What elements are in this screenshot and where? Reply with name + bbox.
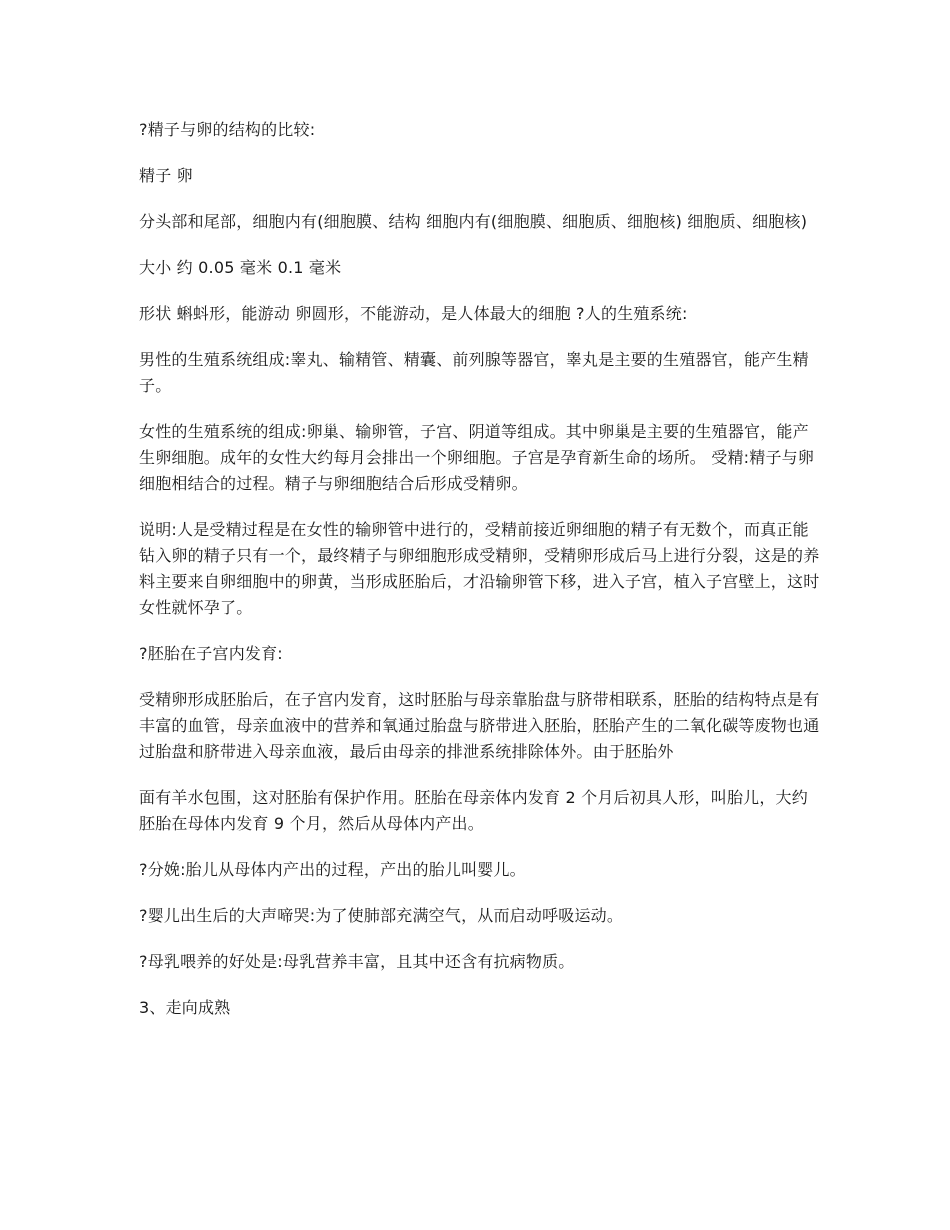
female-reproductive-system: 女性的生殖系统的组成:卵巢、输卵管，子宫、阴道等组成。其中卵巢是主要的生殖器官，能产生卵细胞。成年的女性大约每月会排出一个卵细胞。子宫是孕育新生命的场所。 受精:精子与卵细胞相结合的过程。精子与卵细胞结合后形成受精卵。 xyxy=(139,422,815,493)
section-heading-maturity: 3、走向成熟 xyxy=(139,998,231,1017)
infant-crying-text: ?婴儿出生后的大声啼哭:为了使肺部充满空气，从而启动呼吸运动。 xyxy=(139,906,624,925)
document-body xyxy=(139,117,821,1041)
amniotic-fluid-text: 面有羊水包围，这对胚胎有保护作用。胚胎在母亲体内发育 2 个月后初具人形，叫胎儿，大约胚胎在母体内发育 9 个月，然后从母体内产出。 xyxy=(139,788,808,833)
heading-embryo-development: ?胚胎在子宫内发育: xyxy=(139,644,283,663)
childbirth-definition: ?分娩:胎儿从母体内产出的过程，产出的胎儿叫婴儿。 xyxy=(139,860,526,879)
table-header-row: 精子 卵 xyxy=(139,166,193,185)
male-reproductive-system: 男性的生殖系统组成:睾丸、输精管、精囊、前列腺等器官，睾丸是主要的生殖器官，能产生精子。 xyxy=(139,350,809,395)
heading-sperm-egg-comparison: ?精子与卵的结构的比较: xyxy=(139,120,316,139)
embryo-development-text: 受精卵形成胚胎后，在子宫内发育，这时胚胎与母亲靠胎盘与脐带相联系，胚胎的结构特点是有丰富的血管，母亲血液中的营养和氧通过胎盘与脐带进入胚胎，胚胎产生的二氧化碳等废物也通过胎盘和脐带进入母亲血液，最后由母亲的排泄系统排除体外。由于胚胎外 xyxy=(139,690,820,761)
fertilization-explanation: 说明:人是受精过程是在女性的输卵管中进行的，受精前接近卵细胞的精子有无数个，而真正能钻入卵的精子只有一个，最终精子与卵细胞形成受精卵，受精卵形成后马上进行分裂，这是的养料主要来自卵细胞中的卵黄，当形成胚胎后，才沿输卵管下移，进入子宫，植入子宫壁上，这时女性就怀孕了。 xyxy=(139,520,820,617)
breastfeeding-benefits: ?母乳喂养的好处是:母乳营养丰富，且其中还含有抗病物质。 xyxy=(139,952,575,971)
shape-row: 形状 蝌蚪形，能游动 卵圆形，不能游动，是人体最大的细胞 ?人的生殖系统: xyxy=(139,304,688,323)
size-row: 大小 约 0.05 毫米 0.1 毫米 xyxy=(139,258,342,277)
structure-row: 分头部和尾部，细胞内有(细胞膜、结构 细胞内有(细胞膜、细胞质、细胞核) 细胞质、细胞核) xyxy=(139,212,808,231)
